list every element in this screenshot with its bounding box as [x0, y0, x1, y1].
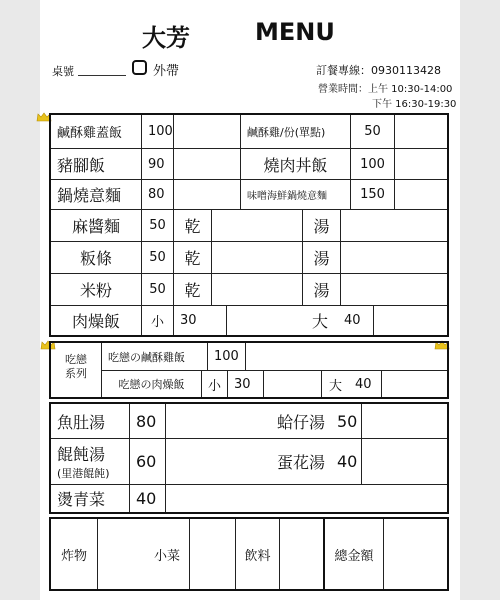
small-qty-cell[interactable] [226, 305, 302, 335]
item-name: 鍋燒意麵 [51, 179, 141, 209]
takeout-checkbox[interactable] [132, 60, 147, 75]
item-name: 鹹酥雞蓋飯 [57, 126, 123, 141]
dry-qty-cell[interactable] [211, 209, 302, 241]
large-qty-cell[interactable] [373, 305, 447, 335]
table-number-input[interactable] [78, 74, 126, 76]
item-name-cell [51, 438, 129, 484]
item-name: 魚肚湯 [57, 412, 106, 432]
item-price: 50 [141, 241, 173, 273]
business-hours-pm: 下午 16:30-19:30 [372, 99, 457, 110]
small-size-price: 30 [173, 305, 226, 335]
soup-option-label: 湯 [302, 209, 340, 241]
dry-option-label: 乾 [173, 273, 211, 305]
fried-label: 炸物 [60, 548, 87, 564]
item-price: 40 [331, 438, 361, 484]
total-label: 總金額 [323, 519, 383, 589]
soup-qty-cell[interactable] [340, 241, 447, 273]
item-name: 餛飩湯 [57, 445, 106, 464]
item-price: 150 [350, 179, 394, 209]
drink-amount-cell[interactable] [279, 519, 323, 589]
large-size-label: 大 [321, 370, 349, 397]
order-qty-cell[interactable] [394, 148, 447, 179]
restaurant-name: 大芳 [142, 24, 190, 52]
item-price: 50 [141, 209, 173, 241]
soup-option-label: 湯 [302, 273, 340, 305]
order-form [40, 0, 460, 600]
order-qty-cell[interactable] [173, 115, 240, 148]
small-size-label: 小 [201, 370, 227, 397]
drink-label: 飲料 [235, 519, 279, 589]
item-name: 蛋花湯 [271, 438, 331, 484]
item-name: 蛤仔湯 [276, 412, 325, 432]
order-qty-cell[interactable] [165, 484, 447, 512]
item-price: 90 [141, 148, 173, 179]
item-name: 味噌海鮮鍋燒意麵 [240, 179, 350, 209]
dry-option-label: 乾 [173, 209, 211, 241]
order-qty-cell[interactable] [173, 179, 240, 209]
side-dish-label: 小菜 [153, 548, 180, 564]
section-main-dishes [49, 113, 449, 337]
item-name: 吃戀の鹹酥雞飯 [101, 343, 207, 370]
item-price: 100 [207, 343, 245, 370]
business-hours-am: 營業時間：上午 10:30-14:00 [318, 84, 453, 95]
soup-qty-cell[interactable] [340, 273, 447, 305]
order-qty-cell[interactable] [165, 404, 271, 438]
item-name: 麻醬麵 [51, 209, 141, 241]
soup-option-label: 湯 [302, 241, 340, 273]
item-price: 50 [350, 115, 394, 148]
section-footer [49, 517, 449, 591]
item-name: 鹹酥雞/份(單點) [240, 115, 350, 148]
order-qty-cell[interactable] [245, 343, 447, 370]
dry-qty-cell[interactable] [211, 273, 302, 305]
small-size-label: 小 [141, 305, 173, 335]
item-name: 豬腳飯 [51, 148, 141, 179]
large-qty-cell[interactable] [381, 370, 447, 397]
item-price: 40 [129, 484, 165, 512]
fried-amount-cell[interactable] [97, 519, 145, 589]
item-price: 50 [141, 273, 173, 305]
series-label-line2: 系列 [65, 367, 87, 380]
total-amount-cell[interactable] [383, 519, 447, 589]
item-name: 粄條 [51, 241, 141, 273]
large-size-price: 40 [349, 370, 381, 397]
item-name: 吃戀の肉燥飯 [101, 370, 201, 397]
order-qty-cell[interactable] [173, 148, 240, 179]
item-price: 100 [141, 115, 173, 148]
soup-qty-cell[interactable] [340, 209, 447, 241]
series-label [65, 353, 87, 381]
section-soups [49, 402, 449, 514]
item-price: 50 [337, 411, 358, 431]
item-price: 80 [129, 404, 165, 438]
item-name: 燒肉丼飯 [240, 148, 350, 179]
order-qty-cell[interactable] [361, 438, 447, 484]
item-price: 100 [350, 148, 394, 179]
menu-title: MENU [255, 18, 335, 46]
small-size-price: 30 [227, 370, 263, 397]
order-hotline: 訂餐專線：0930113428 [316, 64, 441, 77]
item-name: 米粉 [51, 273, 141, 305]
item-name: 肉燥飯 [51, 305, 141, 335]
item-price: 60 [129, 438, 165, 484]
item-name-sub: (里港餛飩) [57, 467, 110, 480]
side-dish-amount-cell[interactable] [189, 519, 235, 589]
order-qty-cell[interactable] [361, 404, 447, 438]
takeout-label: 外帶 [153, 64, 180, 79]
dry-option-label: 乾 [173, 241, 211, 273]
series-label-line1: 吃戀 [65, 353, 87, 366]
order-qty-cell[interactable] [394, 115, 447, 148]
large-size-price: 40 [338, 305, 373, 335]
section-chilian-series [49, 341, 449, 399]
table-number-label: 桌號 [52, 65, 74, 78]
small-qty-cell[interactable] [263, 370, 321, 397]
order-qty-cell[interactable] [165, 438, 271, 484]
large-size-label: 大 [302, 305, 338, 335]
item-price: 80 [141, 179, 173, 209]
dry-qty-cell[interactable] [211, 241, 302, 273]
item-name: 燙青菜 [51, 484, 129, 512]
order-qty-cell[interactable] [394, 179, 447, 209]
